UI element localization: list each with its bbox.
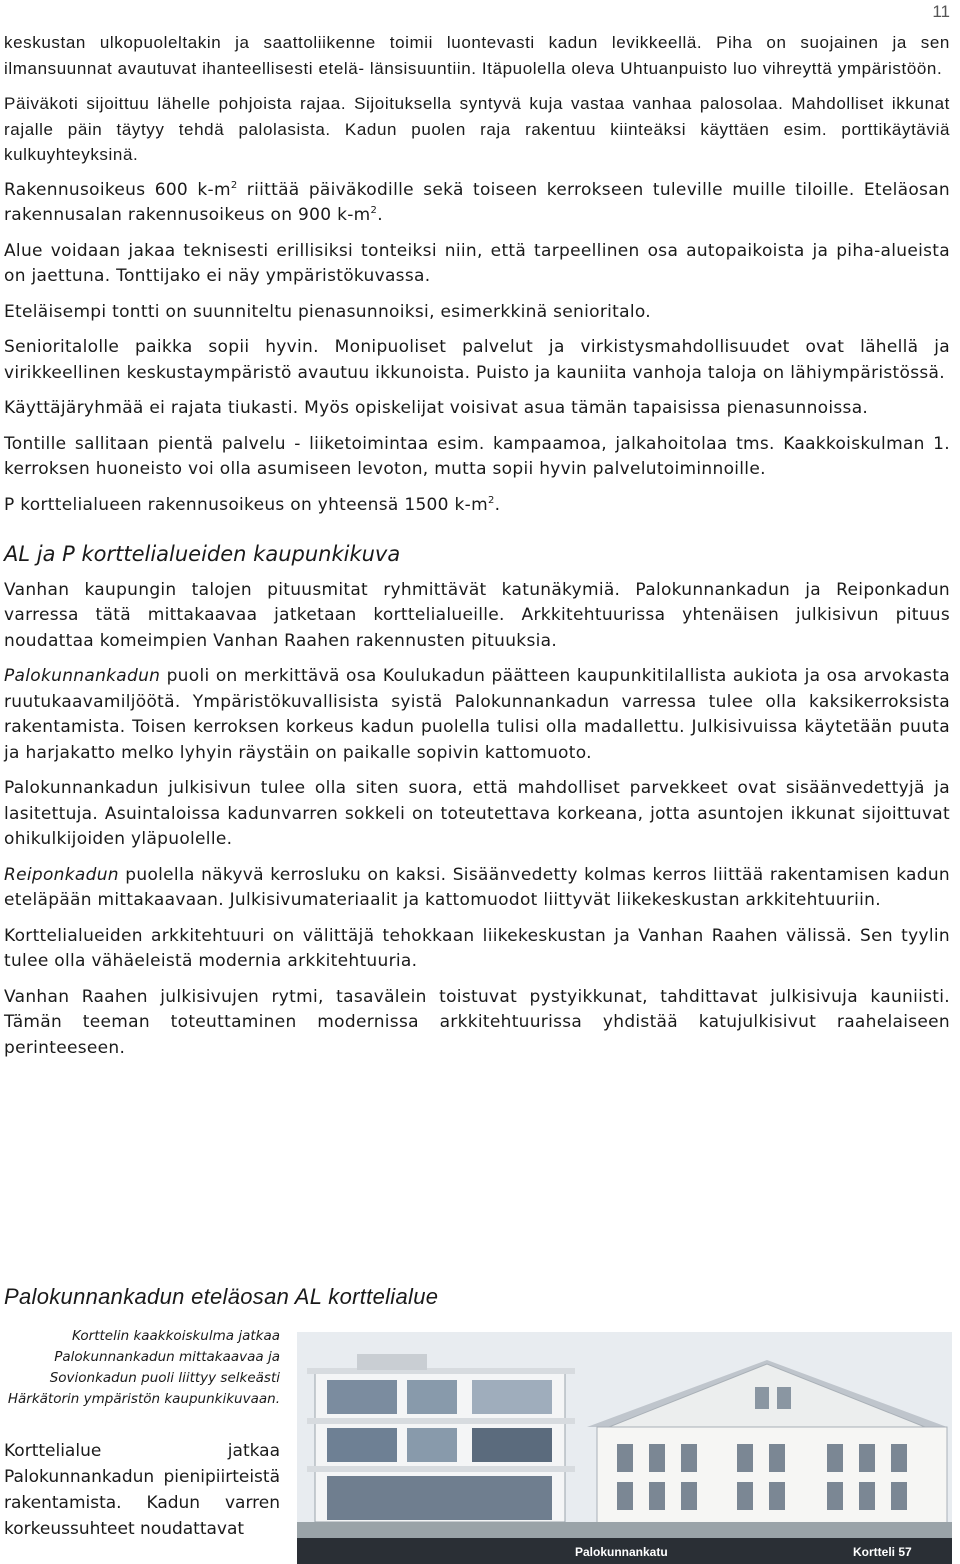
p11-text: puoli on merkittävä osa Koulukadun päätteen kaupunkitilallista aukiota ja osa arvokasta ruutukaavamiljöötä. Ympäristökuvallisista syistä Palokunnankadun varressa tulee olla kaksikerroksista rakentamista. Toisen kerroksen korkeus kadun puolella tulisi olla madallettu. Julkisivuissa käytetään puuta ja harjakatto melko lyhyin räystäin on paikalle sopivin kattomuoto. (4, 666, 950, 763)
p9-text-a: P korttelialueen rakennusoikeus on yhteensä 1500 k-m (4, 494, 488, 515)
p3-text-c: . (377, 205, 383, 225)
p9-text-c: . (494, 494, 501, 515)
side-paragraph: Korttelialue jatkaa Palokunnankadun pienipiirteistä rakentamista. Kadun varren korkeussuhteet noudattavat (4, 1441, 280, 1539)
modern-building (307, 1354, 575, 1522)
p11-street-name: Palokunnankadun (4, 666, 161, 686)
paragraph-12: Palokunnankadun julkisivun tulee olla siten suora, että mahdolliset parvekkeet ovat sisäänvedettyjä ja lasitettuja. Asuintaloissa kadunvarren sokkeli on toteutettava korkeana, jotta asuntojen ikkunat sijoittuvat ohikulkijoiden yläpuolelle. (4, 778, 950, 849)
p13-text: puolella näkyvä kerrosluku on kaksi. Sisäänvedetty kolmas kerros liittää rakentamisen kadun eteläpään mittakaavaan. Julkisivumateriaalit ja kattomuodot liittyvät liikekeskustan arkkitehtuuriin. (4, 864, 950, 910)
p13-street-name: Reiponkadun (4, 864, 119, 885)
paragraph-9 (4, 493, 950, 519)
paragraph-1: keskustan ulkopuoleltakin ja saattoliikenne toimii luontevasti kadun levikkeellä. Piha on suojainen ja sen ilmansuunnat avautuvat ihanteellisesti etelä- länsisuuntiin. Itäpuolella oleva Uhtuanpuisto luo vihreyttä ympäristöön. (4, 33, 950, 78)
bottom-section (0, 1282, 960, 1564)
page-number: 11 (932, 2, 950, 21)
paragraph-4: Alue voidaan jakaa teknisesti erillisiksi tonteiksi niin, että tarpeellinen osa autopaikoista ja piha-alueista on jaettuna. Tonttijako ei näy ympäristökuvassa. (4, 240, 950, 286)
paragraph-8: Tontille sallitaan pientä palvelu - liiketoimintaa esim. kampaamoa, jalkahoitolaa tms. Kaakkoiskulman 1. kerroksen huoneisto voi olla asumiseen levoton, mutta sopii hyvin palvelutoiminnoille. (4, 433, 950, 479)
ground (297, 1522, 952, 1538)
paragraph-11 (4, 664, 950, 766)
section-heading-2: Palokunnankadun eteläosan AL korttelialue (4, 1284, 439, 1309)
block-label: Kortteli 57 (853, 1545, 912, 1559)
rendering-illustration (297, 1332, 952, 1564)
paragraph-7: Käyttäjäryhmää ei rajata tiukasti. Myös opiskelijat voisivat asua tämän tapaisissa pienasunnoissa. (4, 398, 869, 418)
street-label: Palokunnankatu (575, 1545, 668, 1559)
paragraph-6: Senioritalolle paikka sopii hyvin. Monipuoliset palvelut ja virkistysmahdollisuudet ovat lähellä ja virikkeellinen keskustaympäristö avautuu ikkunoista. Puisto ja kauniita vanhoja taloja on lähiympäristössä. (4, 337, 950, 383)
paragraph-13 (4, 863, 950, 914)
paragraph-5: Eteläisempi tontti on suunniteltu pienasunnoiksi, esimerkkinä senioritalo. (4, 301, 651, 322)
p3-superscript-1: 2 (230, 179, 238, 191)
paragraph-14: Korttelialueiden arkkitehtuuri on välittäjä tehokkaan liikekeskustan ja Vanhan Raahen välissä. Sen tyylin tulee olla vähäeleistä modernia arkkitehtuuria. (4, 925, 950, 971)
paragraph-15: Vanhan Raahen julkisivujen rytmi, tasavälein toistuvat pystyikkunat, tahdittavat julkisivuja kauniisti. Tämän teeman toteuttaminen modernissa arkkitehtuurissa yhdistää katujulkisivut raahelaiseen perinteeseen. (4, 986, 950, 1058)
paragraph-10: Vanhan kaupungin talojen pituusmitat ryhmittävät katunäkymiä. Palokunnankadun ja Reiponkadun varressa tätä mittakaavaa jatketaan korttelialueille. Arkkitehtuurissa yhtenäisen julkisivun pituus noudattaa komeimpien Vanhan Raahen rakennusten pituuksia. (4, 579, 950, 651)
p3-text-b: riittää päiväkodille sekä toiseen kerrokseen tuleville muille tiloille. Eteläosan rakennusalan rakennusoikeus on 900 k-m (4, 179, 950, 225)
p3-superscript-2: 2 (370, 205, 378, 216)
p9-superscript: 2 (487, 494, 495, 506)
paragraph-2: Päiväkoti sijoittuu lähelle pohjoista rajaa. Sijoituksella syntyvä kuja vastaa vanhaa palosolaa. Mahdolliset ikkunat rajalle päin täytyy tehdä palolasista. Kadun puolen raja rakentuu kiinteäksi käyttäen esim. porttikäytäviä kulkuyhteyksinä. (4, 94, 950, 164)
image-caption: Korttelin kaakkoiskulma jatkaa Palokunnankadun mittakaavaa ja Sovionkadun puoli liittyy selkeästi Härkätorin ympäristön kaupunkikuvaan. (7, 1328, 280, 1407)
body-text (4, 30, 950, 1071)
street-view-rendering (297, 1332, 952, 1564)
p3-text-a: Rakennusoikeus 600 k-m (4, 179, 231, 200)
section-heading-1: AL ja P korttelialueiden kaupunkikuva (4, 542, 401, 566)
paragraph-3 (4, 178, 950, 229)
